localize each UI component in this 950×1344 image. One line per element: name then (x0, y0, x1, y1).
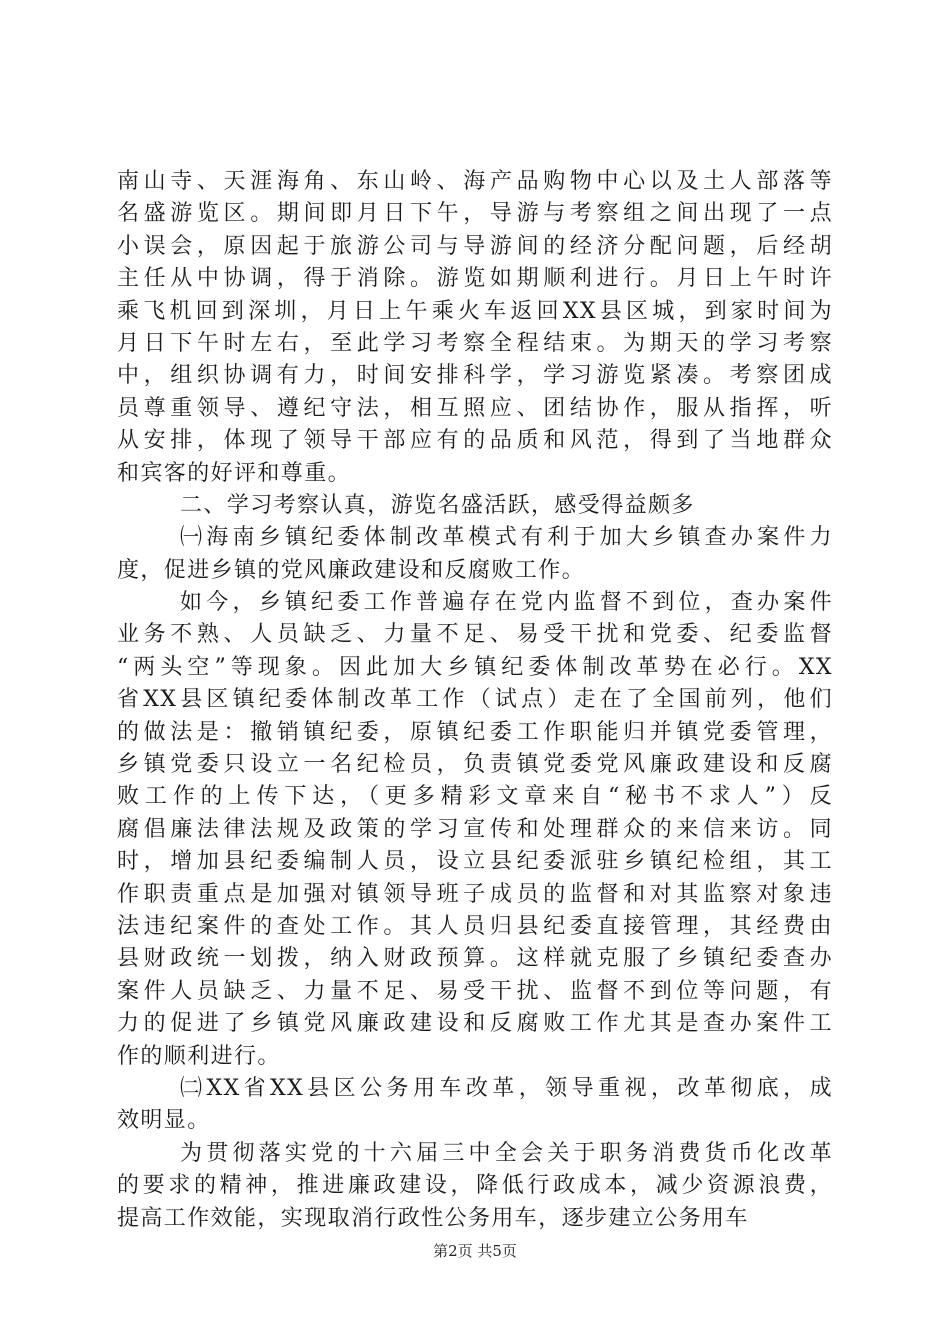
text-line: 的要求的精神，推进廉政建设，降低行政成本，减少资源浪费， (117, 1173, 833, 1199)
paragraph (117, 1073, 833, 1138)
paragraph (117, 1138, 833, 1235)
text-line: ㈠海南乡镇纪委体制改革模式有利于加大乡镇查办案件力 (180, 525, 833, 551)
text-line: 南山寺、天涯海角、东山岭、海产品购物中心以及土人部落等 (117, 169, 833, 194)
text-line: 败工作的上传下达，（更多精彩文章来自“秘书不求人”）反 (117, 784, 833, 810)
text-line: 作职责重点是加强对镇领导班子成员的监督和对其监察对象违 (117, 881, 833, 907)
text-line: 从安排，体现了领导干部应有的品质和风范，得到了当地群众 (117, 428, 833, 454)
document-body (117, 166, 833, 1235)
text-line: 如今，乡镇纪委工作普遍存在党内监督不到位，查办案件 (180, 590, 833, 616)
text-line: 乘飞机回到深圳，月日上午乘火车返回XX县区城，到家时间为 (117, 298, 833, 324)
text-line: ㈡XX省XX县区公务用车改革，领导重视，改革彻底，成 (180, 1075, 833, 1101)
paragraph (117, 490, 833, 522)
text-line: 名盛游览区。期间即月日下午，导游与考察组之间出现了一点 (117, 201, 833, 227)
paragraph (117, 166, 833, 490)
text-line: 效明显。 (117, 1108, 211, 1134)
text-line: 员尊重领导、遵纪守法，相互照应、团结协作，服从指挥，听 (117, 395, 833, 421)
text-line: 省XX县区镇纪委体制改革工作（试点）走在了全国前列，他们 (117, 687, 833, 713)
text-line: 度，促进乡镇的党风廉政建设和反腐败工作。 (117, 557, 586, 583)
text-line: 二、学习考察认真，游览名盛活跃，感受得益颇多 (180, 492, 695, 518)
text-line: 腐倡廉法律法规及政策的学习宣传和处理群众的来信来访。同 (117, 816, 833, 842)
text-line: 力的促进了乡镇党风廉政建设和反腐败工作尤其是查办案件工 (117, 1011, 833, 1037)
text-line: 作的顺利进行。 (117, 1043, 281, 1069)
text-line: 小误会，原因起于旅游公司与导游间的经济分配问题，后经胡 (117, 233, 833, 259)
text-line: 的做法是：撤销镇纪委，原镇纪委工作职能归并镇党委管理， (117, 719, 833, 745)
text-line: 和宾客的好评和尊重。 (117, 460, 352, 486)
text-line: 月日下午时左右，至此学习考察全程结束。为期天的学习考察 (117, 330, 833, 356)
text-line: “两头空”等现象。因此加大乡镇纪委体制改革势在必行。XX (117, 654, 833, 680)
page-footer: 第2页 共5页 (433, 1242, 517, 1260)
text-line: 提高工作效能，实现取消行政性公务用车，逐步建立公务用车 (117, 1205, 749, 1231)
text-line: 中，组织协调有力，时间安排科学，学习游览紧凑。考察团成 (117, 363, 833, 389)
text-line: 法违纪案件的查处工作。其人员归县纪委直接管理，其经费由 (117, 913, 833, 939)
text-line: 为贯彻落实党的十六届三中全会关于职务消费货币化改革 (180, 1140, 833, 1166)
text-line: 乡镇党委只设立一名纪检员，负责镇党委党风廉政建设和反腐 (117, 752, 833, 778)
paragraph (117, 587, 833, 1073)
text-line: 主任从中协调，得于消除。游览如期顺利进行。月日上午时许 (117, 266, 833, 292)
text-line: 业务不熟、人员缺乏、力量不足、易受干扰和党委、纪委监督 (117, 622, 833, 648)
text-line: 案件人员缺乏、力量不足、易受干扰、监督不到位等问题，有 (117, 978, 833, 1004)
paragraph (117, 522, 833, 587)
text-line: 时，增加县纪委编制人员，设立县纪委派驻乡镇纪检组，其工 (117, 849, 833, 875)
text-line: 县财政统一划拨，纳入财政预算。这样就克服了乡镇纪委查办 (117, 946, 833, 972)
